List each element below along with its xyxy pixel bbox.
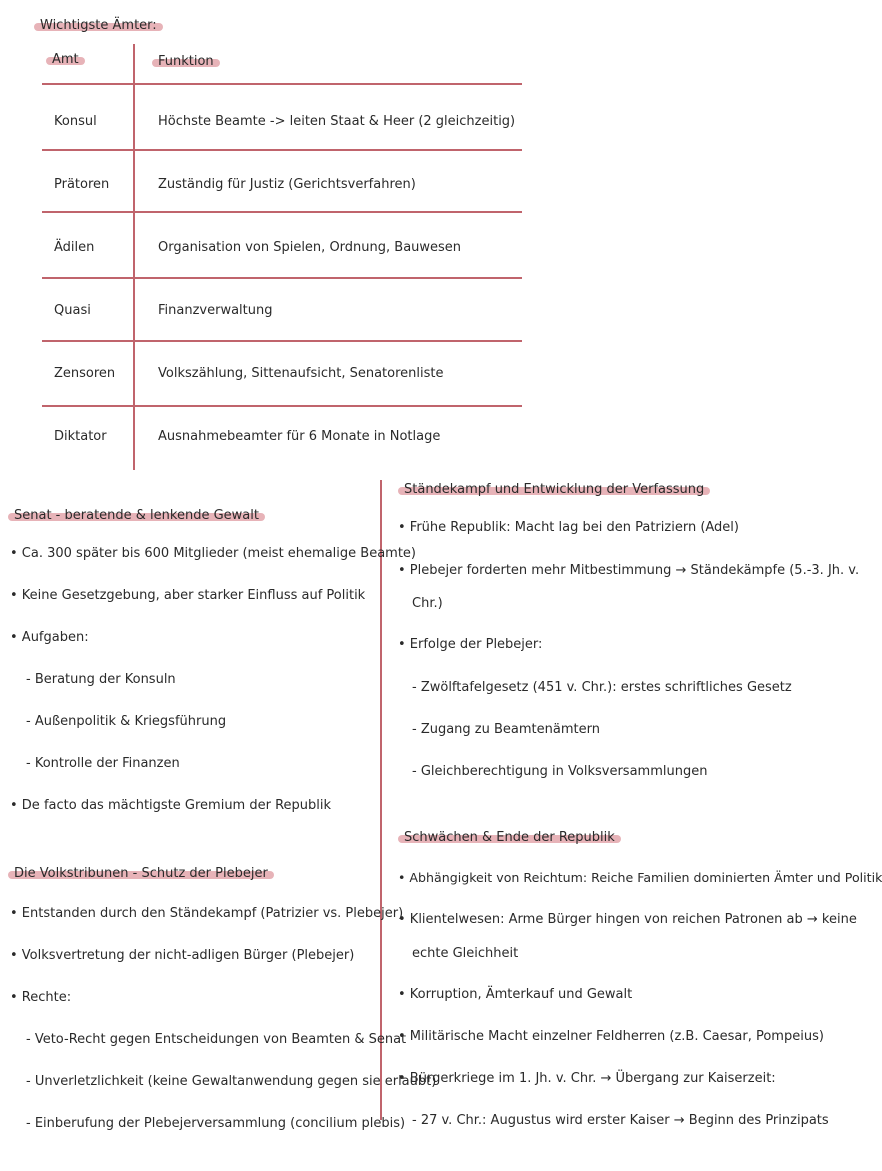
column-divider — [380, 480, 382, 1120]
list-item: - Einberufung der Plebejerversammlung (concilium plebis) — [26, 1116, 406, 1131]
funktion-cell: Höchste Beamte -> leiten Staat & Heer (2 gleichzeitig) — [158, 114, 516, 129]
list-item: - Kontrolle der Finanzen — [26, 756, 180, 771]
table-rule — [42, 211, 522, 213]
amt-cell: Konsul — [54, 114, 97, 129]
list-item: • Rechte: — [10, 990, 72, 1005]
table-rule — [42, 83, 522, 85]
list-item: • Plebejer forderten mehr Mitbestimmung → Ständekämpfe (5.-3. Jh. v. — [398, 563, 860, 578]
list-item: • Aufgaben: — [10, 630, 89, 645]
list-item: • Korruption, Ämterkauf und Gewalt — [398, 987, 633, 1002]
funktion-cell: Organisation von Spielen, Ordnung, Bauwesen — [158, 240, 462, 255]
list-item: • Entstanden durch den Ständekampf (Patrizier vs. Plebejer) — [10, 906, 404, 921]
amt-cell: Diktator — [54, 429, 107, 444]
schwaechen-heading: Schwächen & Ende der Republik — [398, 826, 621, 845]
list-item: • Erfolge der Plebejer: — [398, 637, 543, 652]
list-item: • Frühe Republik: Macht lag bei den Patriziern (Adel) — [398, 520, 739, 535]
tribunen-heading: Die Volkstribunen - Schutz der Plebejer — [8, 862, 274, 881]
list-item: Chr.) — [412, 596, 443, 611]
list-item: • Abhängigkeit von Reichtum: Reiche Familien dominierten Ämter und Politik — [398, 870, 882, 885]
list-item: - 27 v. Chr.: Augustus wird erster Kaiser → Beginn des Prinzipats — [412, 1113, 829, 1128]
funktion-cell: Zuständig für Justiz (Gerichtsverfahren) — [158, 177, 416, 192]
table-rule — [42, 405, 522, 407]
list-item: - Zugang zu Beamtenämtern — [412, 722, 600, 737]
list-item: • Klientelwesen: Arme Bürger hingen von reichen Patronen ab → keine — [398, 912, 857, 927]
list-item: - Unverletzlichkeit (keine Gewaltanwendung gegen sie erlaubt) — [26, 1074, 437, 1089]
list-item: • Keine Gesetzgebung, aber starker Einfluss auf Politik — [10, 588, 366, 603]
table-rule — [42, 277, 522, 279]
amt-cell: Zensoren — [54, 366, 116, 381]
list-item: • Volksvertretung der nicht-adligen Bürger (Plebejer) — [10, 948, 355, 963]
senat-heading: Senat - beratende & lenkende Gewalt — [8, 504, 265, 523]
list-item: - Gleichberechtigung in Volksversammlungen — [412, 764, 708, 779]
staende-heading: Ständekampf und Entwicklung der Verfassung — [398, 478, 710, 497]
table-head-amt: Amt — [46, 48, 85, 67]
amt-cell: Prätoren — [54, 177, 110, 192]
list-item: - Zwölftafelgesetz (451 v. Chr.): erstes schriftliches Gesetz — [412, 680, 792, 695]
funktion-cell: Finanzverwaltung — [158, 303, 273, 318]
amt-cell: Ädilen — [54, 240, 95, 255]
list-item: • Ca. 300 später bis 600 Mitglieder (meist ehemalige Beamte) — [10, 546, 416, 561]
funktion-cell: Ausnahmebeamter für 6 Monate in Notlage — [158, 429, 441, 444]
table-head-funktion: Funktion — [152, 50, 220, 69]
amt-cell: Quasi — [54, 303, 91, 318]
list-item: - Veto-Recht gegen Entscheidungen von Beamten & Senat — [26, 1032, 407, 1047]
table-rule — [42, 149, 522, 151]
table-title: Wichtigste Ämter: — [34, 14, 163, 33]
list-item: • De facto das mächtigste Gremium der Republik — [10, 798, 332, 813]
list-item: • Militärische Macht einzelner Feldherren (z.B. Caesar, Pompeius) — [398, 1029, 824, 1044]
funktion-cell: Volkszählung, Sittenaufsicht, Senatorenliste — [158, 366, 444, 381]
list-item: - Außenpolitik & Kriegsführung — [26, 714, 227, 729]
table-rule — [42, 340, 522, 342]
list-item: • Bürgerkriege im 1. Jh. v. Chr. → Übergang zur Kaiserzeit: — [398, 1071, 776, 1086]
list-item: - Beratung der Konsuln — [26, 672, 176, 687]
list-item: echte Gleichheit — [412, 946, 519, 961]
